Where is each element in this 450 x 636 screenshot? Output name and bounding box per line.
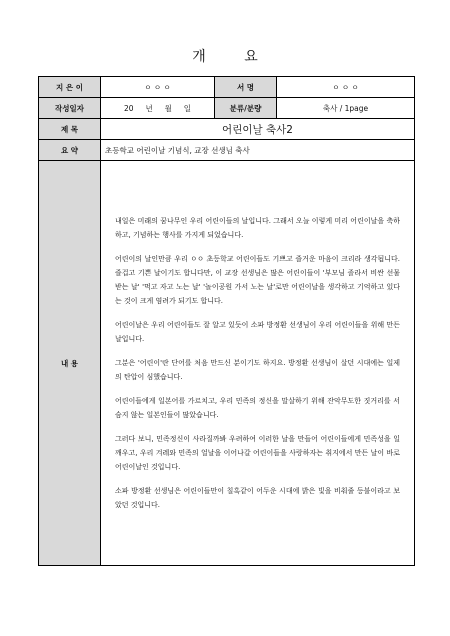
- date-row: [39, 98, 415, 119]
- date-year: 20: [123, 103, 134, 113]
- author-value: ㅇ ㅇ ㅇ: [101, 77, 215, 98]
- date-day-unit: 일: [183, 103, 192, 113]
- content-paragraph: 소파 방정환 선생님은 어린이들만이 칠흑같이 어두운 시대에 밝은 빛을 비춰줄 등불이라고 보았던 것입니다.: [115, 487, 400, 509]
- summary-label: 요 약: [39, 140, 101, 161]
- subject-value: 어린이날 축사2: [101, 119, 415, 140]
- signature-value: ㅇ ㅇ ㅇ: [277, 77, 415, 98]
- summary-row: [39, 140, 415, 161]
- overview-table: [38, 76, 415, 566]
- content-paragraph: 그러다 보니, 민족정신이 사라질까봐 우려하여 이러한 날을 만들어 어린이들에게 민족성을 일깨우고, 우리 겨레와 민족의 얼날을 이어나갈 어린이들을 사랑하자는 취지에서 만든 날이 바로 어린이날인 것입니다.: [115, 435, 400, 471]
- document-title: [0, 46, 450, 66]
- date-value: [101, 98, 215, 119]
- content-paragraph: 어린이들에게 일본어를 가르치고, 우리 민족의 정신을 말살하기 위해 잔악무도한 짓거리를 서슴지 않는 일본인들이 많았습니다.: [115, 397, 400, 419]
- title-char-1: 개: [192, 49, 206, 65]
- category-value: 축사 / 1page: [277, 98, 415, 119]
- author-label: 지 은 이: [39, 77, 101, 98]
- content-paragraph: 그분은 '어린이'란 단어를 처음 만드신 분이기도 하지요. 방정환 선생님이 살던 시대에는 일제의 탄압이 심했습니다.: [115, 359, 400, 381]
- date-year-unit: 년: [145, 103, 153, 113]
- date-month-unit: 월: [164, 103, 172, 113]
- author-row: [39, 77, 415, 98]
- content-paragraph: 어린이날은 우리 어린이들도 잘 알고 있듯이 소파 방정환 선생님이 우리 어린이들을 위해 만든 날입니다.: [115, 321, 400, 343]
- subject-row: [39, 119, 415, 140]
- title-char-2: 요: [244, 49, 258, 65]
- summary-value: 초등학교 어린이날 기념식, 교장 선생님 축사: [101, 140, 415, 161]
- content-paragraph: 어린이의 날인만큼 우리 ㅇㅇ 초등학교 어린이들도 기쁘고 즐거운 마음이 크리라 생각됩니다. 즐겁고 기쁜 날이기도 합니다만, 이 교장 선생님은 많은 어린이들이 '부모님 졸라서 비싼 선물 받는 날' '먹고 자고 노는 날' '놀이공원 가서 노는 날'로만 어린이날을 생각하고 기억하고 있다는 것이 크게 염려가 되기도 합니다.: [115, 255, 400, 305]
- subject-label: 제 목: [39, 119, 101, 140]
- signature-label: 서 명: [215, 77, 277, 98]
- content-row: [39, 161, 415, 566]
- content-label: 내 용: [39, 161, 101, 566]
- date-label: 작성일자: [39, 98, 101, 119]
- category-label: 분류/분량: [215, 98, 277, 119]
- content-body: [101, 161, 415, 566]
- content-paragraph: 내일은 미래의 꿈나무인 우리 어린이들의 날입니다. 그래서 오늘 이렇게 미리 어린이날을 축하하고, 기념하는 행사를 가지게 되었습니다.: [115, 217, 400, 239]
